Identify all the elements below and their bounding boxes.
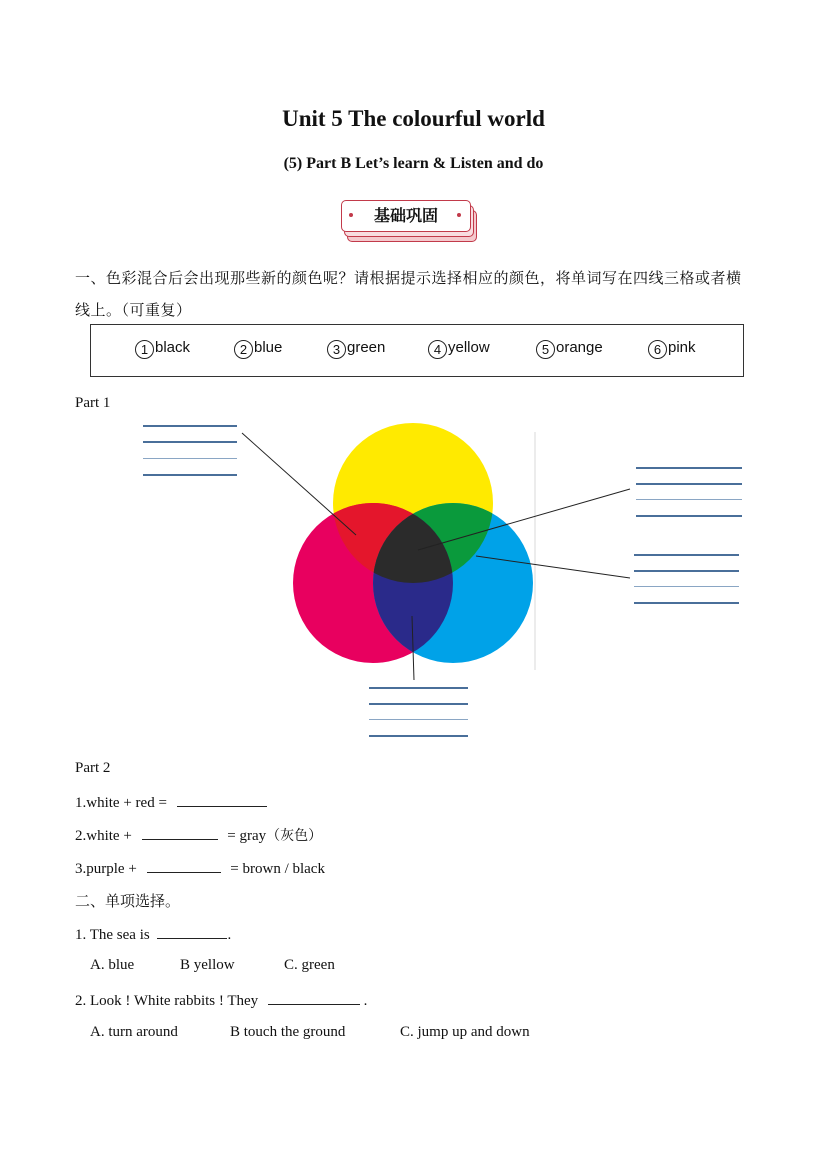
circled-number: 2 xyxy=(234,340,253,359)
choice-question-1 xyxy=(75,924,231,944)
question-end: . xyxy=(227,927,232,943)
question-end: . xyxy=(363,993,368,1009)
question-text: 1.white + red = xyxy=(75,795,167,811)
answer-blank[interactable] xyxy=(177,792,267,807)
answer-blank[interactable] xyxy=(157,924,227,939)
section1-instruction: 一、色彩混合后会出现那些新的颜色呢？请根据提示选择相应的颜色，将单词写在四线三格或者横线上。（可重复） xyxy=(75,269,742,319)
choice-option-a[interactable]: A. blue xyxy=(90,957,135,973)
word-text: yellow xyxy=(448,339,490,356)
choice-question-2 xyxy=(75,990,367,1010)
page-subtitle: (5) Part B Let’s learn & Listen and do xyxy=(283,155,544,172)
question-text: = gray xyxy=(227,828,267,844)
circled-number: 5 xyxy=(536,340,555,359)
word-text: pink xyxy=(668,339,696,356)
part1-label: Part 1 xyxy=(75,395,111,411)
part2-question-3 xyxy=(75,858,325,878)
answer-blank[interactable] xyxy=(147,858,221,873)
section2-instruction: 二、单项选择。 xyxy=(75,892,181,910)
question-text: 2.white + xyxy=(75,828,132,844)
circled-number: 1 xyxy=(135,340,154,359)
word-text: black xyxy=(155,339,191,356)
choice-option-c[interactable]: C. jump up and down xyxy=(400,1024,530,1040)
choice-option-a[interactable]: A. turn around xyxy=(90,1024,178,1040)
part2-question-2 xyxy=(75,825,322,845)
question-text: = brown / black xyxy=(230,861,325,877)
question-text: 1. The sea is xyxy=(75,927,150,943)
choice-option-b[interactable]: B touch the ground xyxy=(230,1024,346,1040)
part2-label: Part 2 xyxy=(75,760,111,776)
answer-blank[interactable] xyxy=(268,990,360,1005)
badge-label: 基础巩固 xyxy=(341,200,471,232)
question-text: 3.purple + xyxy=(75,861,137,877)
word-text: blue xyxy=(254,339,283,356)
word-text: green xyxy=(347,339,386,356)
part2-question-1 xyxy=(75,792,267,812)
page-title: Unit 5 The colourful world xyxy=(282,106,545,131)
circled-number: 4 xyxy=(428,340,447,359)
circled-number: 3 xyxy=(327,340,346,359)
circled-number: 6 xyxy=(648,340,667,359)
question-hint: （灰色） xyxy=(266,828,323,844)
choice-option-c[interactable]: C. green xyxy=(284,957,335,973)
answer-blank[interactable] xyxy=(142,825,218,840)
choice-option-b[interactable]: B yellow xyxy=(180,957,235,973)
question-text: 2. Look ! White rabbits ! They xyxy=(75,993,259,1009)
word-text: orange xyxy=(556,339,603,356)
